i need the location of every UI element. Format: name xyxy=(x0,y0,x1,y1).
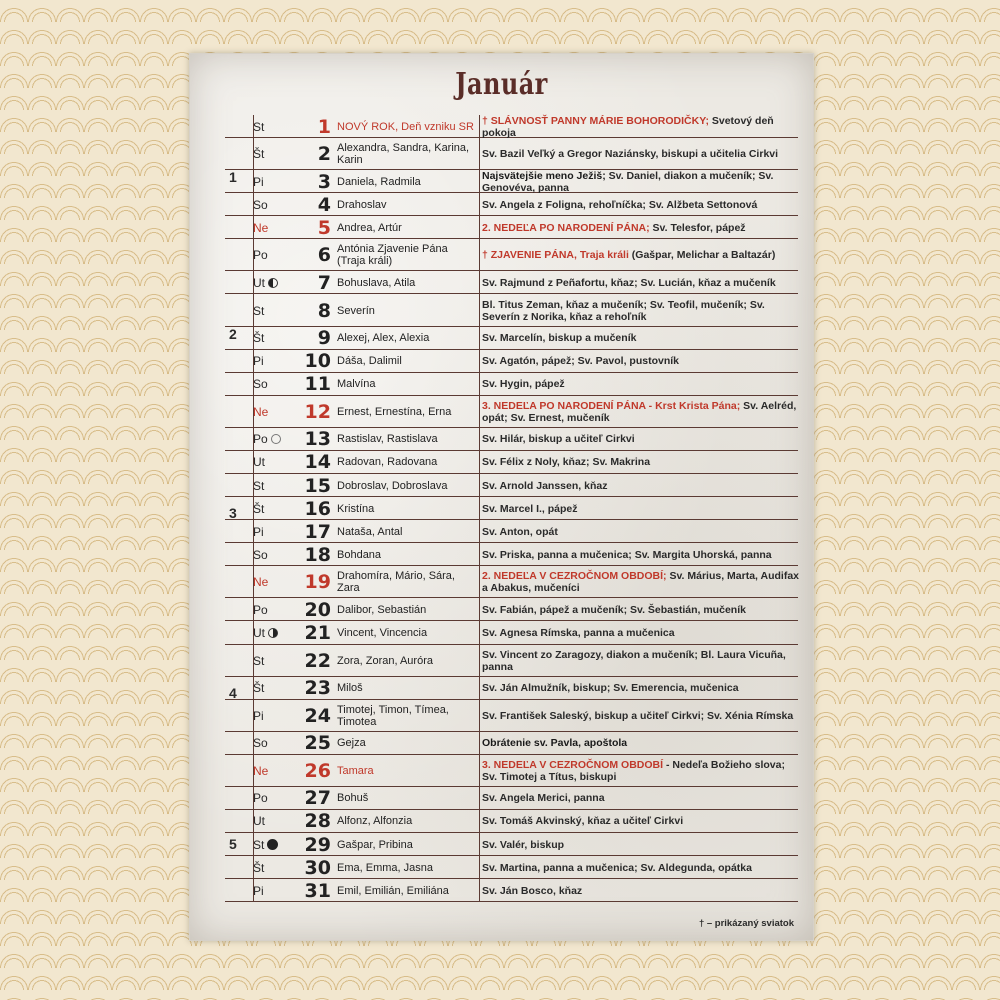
day-number: 9 xyxy=(317,327,331,350)
saints-of-day xyxy=(482,170,802,194)
weekday-text: So xyxy=(253,736,268,751)
name-days: Kristína xyxy=(337,502,375,515)
name-days: Gašpar, Pribina xyxy=(337,838,413,851)
day-number: 2 xyxy=(317,143,331,166)
weekday-label xyxy=(253,549,293,561)
day-row xyxy=(189,700,814,732)
weekday-label xyxy=(253,480,293,492)
saints-text: Sv. Rajmund z Peñafortu, kňaz; Sv. Lucián, kňaz a mučeník xyxy=(482,276,776,289)
saints-text: Sv. Hilár, biskup a učiteľ Cirkvi xyxy=(482,433,635,446)
day-number: 11 xyxy=(304,373,331,396)
day-row xyxy=(189,295,814,327)
name-days: Ema, Emma, Jasna xyxy=(337,861,433,874)
saints-text: Sv. Agnesa Rímska, panna a mučenica xyxy=(482,627,675,640)
weekday-text: Ne xyxy=(253,763,269,778)
saints-text: Sv. Telesfor, pápež xyxy=(649,221,746,234)
day-number: 6 xyxy=(317,244,331,267)
name-days: Miloš xyxy=(337,682,363,695)
saints-text: Sv. Tomáš Akvinský, kňaz a učiteľ Cirkvi xyxy=(482,815,684,828)
weekday-text: St xyxy=(253,478,265,493)
day-row xyxy=(189,879,814,902)
weekday-text: Ut xyxy=(253,455,265,470)
saints-of-day xyxy=(482,249,802,261)
weekday-text: Pi xyxy=(253,708,264,723)
week-number: 3 xyxy=(229,505,237,522)
weekday-text: So xyxy=(253,377,268,392)
saints-text: Sv. Fabián, pápež a mučeník; Sv. Šebastián, mučeník xyxy=(482,603,746,616)
day-row xyxy=(189,833,814,856)
weekday-label xyxy=(253,862,293,874)
name-days: Dalibor, Sebastián xyxy=(337,603,427,616)
weekday-label xyxy=(253,199,293,211)
day-row xyxy=(189,755,814,787)
saints-text: Sv. Angela Merici, panna xyxy=(482,792,605,805)
saints-of-day xyxy=(482,627,802,639)
day-row xyxy=(189,622,814,645)
feast-highlight: 2. NEDEĽA PO NARODENÍ PÁNA; xyxy=(482,221,650,234)
name-days: Radovan, Radovana xyxy=(337,456,438,469)
week-number: 1 xyxy=(229,169,237,186)
moon-phase-icon xyxy=(271,434,281,444)
day-number: 7 xyxy=(317,271,331,294)
day-number: 4 xyxy=(317,193,331,216)
day-row xyxy=(189,451,814,474)
day-number: 5 xyxy=(317,216,331,239)
saints-of-day xyxy=(482,737,802,749)
weekday-text: Št xyxy=(253,860,265,875)
feast-highlight: Najsvätejšie meno Ježiš; xyxy=(482,169,606,182)
name-days: Malvína xyxy=(337,378,376,391)
day-number: 8 xyxy=(317,299,331,322)
day-number: 16 xyxy=(304,497,331,520)
weekday-label xyxy=(253,222,293,234)
day-number: 17 xyxy=(304,520,331,543)
week-number: 2 xyxy=(229,325,237,342)
weekday-text: Št xyxy=(253,331,265,346)
saints-of-day xyxy=(482,456,802,468)
day-row xyxy=(189,732,814,755)
saints-text: Sv. Priska, panna a mučenica; Sv. Margita Uhorská, panna xyxy=(482,548,772,561)
moon-phase-icon xyxy=(268,628,278,638)
weekday-text: Pi xyxy=(253,524,264,539)
weekday-text: Ut xyxy=(253,814,265,829)
saints-of-day xyxy=(482,332,802,344)
day-number: 26 xyxy=(304,759,331,782)
name-days: Ernest, Ernestína, Erna xyxy=(337,405,452,418)
saints-text: Sv. Márius, Marta, Audifax a Abakus, mučeníci xyxy=(482,570,799,595)
weekday-text: Št xyxy=(253,147,265,162)
saints-of-day xyxy=(482,277,802,289)
name-days: Alexandra, Sandra, Karina, Karin xyxy=(337,142,470,167)
name-days: Bohdana xyxy=(337,548,382,561)
saints-text: Sv. Vincent zo Zaragozy, diakon a mučeník; Bl. Laura Vicuña, panna xyxy=(482,648,786,673)
weekday-text: Pi xyxy=(253,174,264,189)
weekday-label xyxy=(253,792,293,804)
day-number: 27 xyxy=(304,787,331,810)
name-days: Alexej, Alex, Alexia xyxy=(337,332,430,345)
saints-of-day xyxy=(482,480,802,492)
weekday-text: Št xyxy=(253,501,265,516)
saints-text: Sv. František Saleský, biskup a učiteľ Cirkvi; Sv. Xénia Rímska xyxy=(482,709,794,722)
day-row xyxy=(189,598,814,621)
day-row xyxy=(189,193,814,216)
day-row xyxy=(189,520,814,543)
saints-of-day xyxy=(482,503,802,515)
weekday-label xyxy=(253,249,293,261)
weekday-text: Ne xyxy=(253,575,269,590)
weekday-label xyxy=(253,277,293,289)
saints-text: Sv. Daniel, diakon a mučeník; Sv. Genovéva, panna xyxy=(482,169,774,194)
day-row xyxy=(189,497,814,520)
week-number: 5 xyxy=(229,836,237,852)
saints-text: Svetový deň pokoja xyxy=(482,114,774,139)
saints-text: Sv. Agatón, pápež; Sv. Pavol, pustovník xyxy=(482,355,680,368)
moon-phase-icon xyxy=(267,839,278,850)
name-days: Bohuš xyxy=(337,792,369,805)
weekday-label xyxy=(253,148,293,160)
weekday-label xyxy=(253,503,293,515)
weekday-label xyxy=(253,682,293,694)
weekday-label xyxy=(253,378,293,390)
weekday-label xyxy=(253,839,293,851)
name-days: Drahomíra, Mário, Sára, Zara xyxy=(337,570,455,595)
feast-highlight: 3. NEDEĽA V CEZROČNOM OBDOBÍ xyxy=(482,758,664,771)
day-number: 12 xyxy=(304,400,331,423)
weekday-label xyxy=(253,710,293,722)
saints-of-day xyxy=(482,115,802,139)
weekday-label xyxy=(253,815,293,827)
day-row xyxy=(189,350,814,373)
saints-of-day xyxy=(482,682,802,694)
name-days: Gejza xyxy=(337,737,366,750)
day-number: 14 xyxy=(304,451,331,474)
weekday-text: So xyxy=(253,197,268,212)
day-number: 15 xyxy=(304,474,331,497)
weekday-text: St xyxy=(253,653,265,668)
feast-highlight: Obrátenie sv. Pavla, apoštola xyxy=(482,737,628,750)
name-days: Alfonz, Alfonzia xyxy=(337,815,413,828)
name-days: Nataša, Antal xyxy=(337,525,403,538)
day-number: 25 xyxy=(304,732,331,755)
day-number: 29 xyxy=(304,833,331,856)
day-row xyxy=(189,396,814,428)
day-number: 3 xyxy=(317,170,331,193)
week-number: 4 xyxy=(229,684,237,701)
name-days: Timotej, Timon, Tímea, Timotea xyxy=(337,703,449,728)
weekday-text: Pi xyxy=(253,883,264,898)
day-row xyxy=(189,810,814,833)
weekday-label xyxy=(253,433,293,445)
saints-text: Sv. Valér, biskup xyxy=(482,838,565,851)
saints-of-day xyxy=(482,299,802,323)
saints-text: (Gašpar, Melichar a Baltazár) xyxy=(628,249,776,262)
name-days: Vincent, Vincencia xyxy=(337,627,428,640)
day-number: 20 xyxy=(304,598,331,621)
weekday-label xyxy=(253,406,293,418)
name-days: Andrea, Artúr xyxy=(337,221,402,234)
day-row xyxy=(189,216,814,239)
weekday-text: Pi xyxy=(253,354,264,369)
day-number: 19 xyxy=(304,571,331,594)
saints-of-day xyxy=(482,862,802,874)
weekday-text: Po xyxy=(253,248,268,263)
weekday-text: Št xyxy=(253,681,265,696)
saints-text: Sv. Aelréd, opát; Sv. Ernest, mučeník xyxy=(482,399,797,424)
saints-of-day xyxy=(482,839,802,851)
saints-text: Sv. Martina, panna a mučenica; Sv. Aldegunda, opátka xyxy=(482,861,752,874)
day-row xyxy=(189,645,814,677)
weekday-label xyxy=(253,355,293,367)
day-row xyxy=(189,787,814,810)
weekday-label xyxy=(253,576,293,588)
day-number: 13 xyxy=(304,428,331,451)
calendar-page xyxy=(189,53,814,941)
saints-of-day xyxy=(482,526,802,538)
weekday-text: Po xyxy=(253,791,268,806)
day-row xyxy=(189,327,814,350)
name-days: Emil, Emilián, Emiliána xyxy=(337,884,449,897)
saints-of-day xyxy=(482,570,802,594)
day-number: 30 xyxy=(304,856,331,879)
day-number: 28 xyxy=(304,810,331,833)
saints-of-day xyxy=(482,649,802,673)
feast-highlight: † ZJAVENIE PÁNA, Traja králi xyxy=(482,249,629,262)
weekday-text: St xyxy=(253,303,265,318)
weekday-text: Ne xyxy=(253,404,269,419)
day-number: 21 xyxy=(304,622,331,645)
weekday-label xyxy=(253,176,293,188)
saints-text: - Nedeľa Božieho slova; Sv. Timotej a Títus, biskupi xyxy=(482,758,785,783)
feast-highlight: 3. NEDEĽA PO NARODENÍ PÁNA - Krst Krista Pána; xyxy=(482,399,741,412)
day-number: 1 xyxy=(317,115,331,138)
name-days: Tamara xyxy=(337,764,374,777)
day-row xyxy=(189,271,814,294)
saints-of-day xyxy=(482,549,802,561)
day-row xyxy=(189,115,814,138)
name-days: Dobroslav, Dobroslava xyxy=(337,479,448,492)
name-days: Rastislav, Rastislava xyxy=(337,433,438,446)
saints-text: Sv. Félix z Noly, kňaz; Sv. Makrina xyxy=(482,456,651,469)
saints-of-day xyxy=(482,710,802,722)
name-days: Dáša, Dalimil xyxy=(337,355,402,368)
saints-of-day xyxy=(482,400,802,424)
day-number: 22 xyxy=(304,649,331,672)
saints-text: Sv. Marcelín, biskup a mučeník xyxy=(482,332,637,345)
day-row xyxy=(189,474,814,497)
saints-text: Sv. Bazil Veľký a Gregor Naziánsky, biskupi a učitelia Cirkvi xyxy=(482,148,779,161)
weekday-label xyxy=(253,604,293,616)
saints-of-day xyxy=(482,815,802,827)
weekday-text: Ut xyxy=(253,626,265,641)
day-number: 31 xyxy=(304,879,331,902)
name-days: Drahoslav xyxy=(337,198,387,211)
day-row xyxy=(189,543,814,566)
day-row xyxy=(189,239,814,271)
weekday-label xyxy=(253,305,293,317)
name-days: Antónia Zjavenie Pána (Traja králi) xyxy=(337,243,448,268)
weekday-text: St xyxy=(253,837,265,852)
saints-text: Sv. Anton, opát xyxy=(482,525,558,538)
day-row xyxy=(189,677,814,700)
saints-text: Sv. Arnold Janssen, kňaz xyxy=(482,479,608,492)
saints-of-day xyxy=(482,378,802,390)
month-title: Január xyxy=(455,67,548,102)
day-row xyxy=(189,170,814,193)
weekday-label xyxy=(253,332,293,344)
moon-phase-icon xyxy=(268,278,278,288)
weekday-label xyxy=(253,885,293,897)
weekday-text: So xyxy=(253,547,268,562)
saints-text: Sv. Angela z Foligna, rehoľníčka; Sv. Alžbeta Settonová xyxy=(482,198,758,211)
saints-of-day xyxy=(482,759,802,783)
saints-of-day xyxy=(482,885,802,897)
name-days: Severín xyxy=(337,304,375,317)
saints-of-day xyxy=(482,148,802,160)
day-row xyxy=(189,566,814,598)
saints-text: Sv. Ján Bosco, kňaz xyxy=(482,884,583,897)
weekday-label xyxy=(253,121,293,133)
feast-highlight: † SLÁVNOSŤ PANNY MÁRIE BOHORODIČKY; xyxy=(482,114,709,127)
weekday-text: St xyxy=(253,119,265,134)
day-row xyxy=(189,138,814,170)
saints-of-day xyxy=(482,433,802,445)
saints-of-day xyxy=(482,199,802,211)
weekday-text: Po xyxy=(253,602,268,617)
day-number: 23 xyxy=(304,677,331,700)
saints-text: Sv. Marcel I., pápež xyxy=(482,502,578,515)
footer-note: † – prikázaný sviatok xyxy=(698,918,794,929)
day-row xyxy=(189,373,814,396)
name-days: Zora, Zoran, Auróra xyxy=(337,654,433,667)
name-days: NOVÝ ROK, Deň vzniku SR xyxy=(337,120,474,133)
weekday-text: Ne xyxy=(253,220,269,235)
day-number: 24 xyxy=(304,704,331,727)
day-row xyxy=(189,428,814,451)
day-row xyxy=(189,856,814,879)
day-number: 18 xyxy=(304,543,331,566)
weekday-text: Ut xyxy=(253,275,265,290)
name-days: Bohuslava, Atila xyxy=(337,276,416,289)
saints-of-day xyxy=(482,355,802,367)
weekday-label xyxy=(253,765,293,777)
saints-of-day xyxy=(482,604,802,616)
saints-of-day xyxy=(482,792,802,804)
weekday-label xyxy=(253,737,293,749)
saints-text: Bl. Titus Zeman, kňaz a mučeník; Sv. Teofil, mučeník; Sv. Severín z Norika, kňaz a rehoľník xyxy=(482,298,765,323)
saints-of-day xyxy=(482,222,802,234)
weekday-label xyxy=(253,655,293,667)
weekday-text: Po xyxy=(253,432,268,447)
day-number: 10 xyxy=(304,350,331,373)
saints-text: Sv. Hygin, pápež xyxy=(482,378,565,391)
saints-text: Sv. Ján Almužník, biskup; Sv. Emerencia, mučenica xyxy=(482,682,739,695)
feast-highlight: 2. NEDEĽA V CEZROČNOM OBDOBÍ; xyxy=(482,570,667,583)
weekday-label xyxy=(253,456,293,468)
weekday-label xyxy=(253,526,293,538)
name-days: Daniela, Radmila xyxy=(337,175,421,188)
weekday-label xyxy=(253,627,293,639)
